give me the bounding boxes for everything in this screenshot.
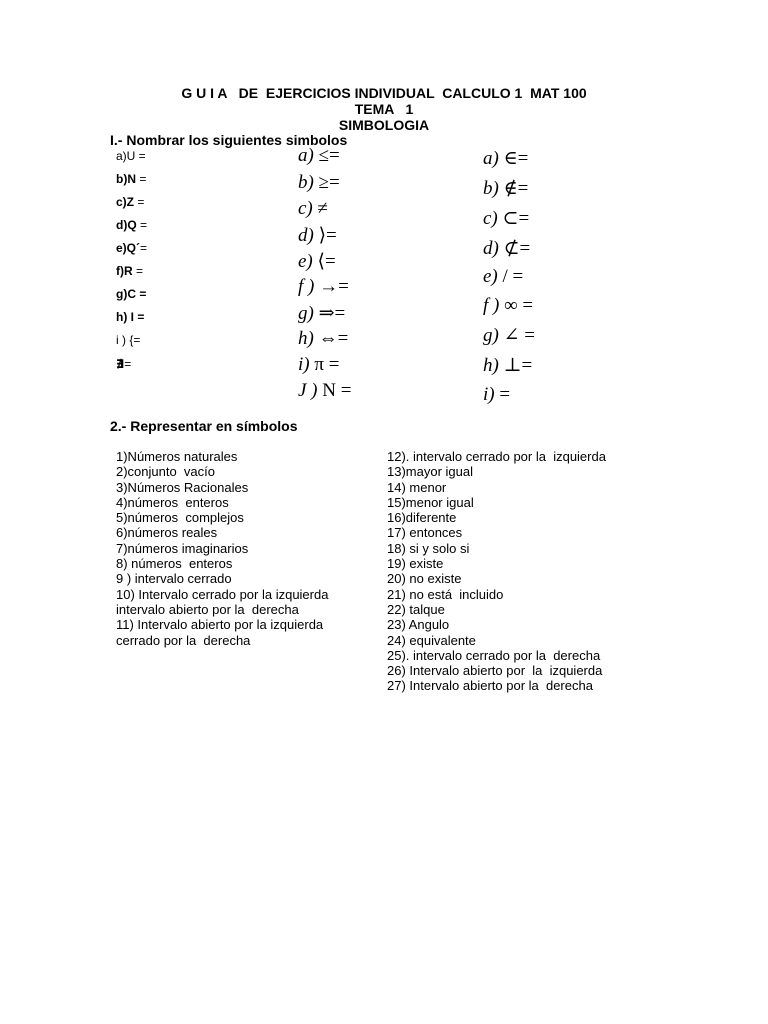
right-symbol-symbol: ∠	[503, 325, 520, 346]
left-symbol-key: c)Z	[116, 195, 134, 209]
representar-list-item: 23) Angulo	[387, 617, 450, 633]
left-symbol-eq: =	[140, 241, 148, 255]
left-symbol-key: ∄	[116, 357, 125, 371]
left-symbol-item	[116, 310, 144, 324]
right-symbol-label: c)	[483, 208, 503, 229]
left-symbol-eq: =	[136, 287, 147, 301]
left-symbol-key: f)R	[116, 264, 133, 278]
middle-symbol-label: i)	[298, 354, 315, 375]
document-subtitle-tema: TEMA 1	[354, 101, 414, 117]
left-symbol-key: b)N	[116, 172, 136, 186]
middle-symbol-eq: =	[337, 328, 349, 349]
middle-symbol-label: b)	[298, 172, 319, 193]
left-symbol-item	[116, 287, 146, 301]
right-symbol-item	[483, 295, 533, 317]
right-symbol-symbol: ∈	[503, 148, 518, 169]
middle-symbol-label: f )	[298, 276, 320, 297]
representar-list-item: 4)números enteros	[116, 494, 229, 510]
right-symbol-item	[483, 147, 528, 170]
left-symbol-key: h) I	[116, 310, 134, 324]
right-symbol-eq: =	[517, 178, 529, 199]
middle-symbol-eq: =	[323, 354, 340, 375]
middle-symbol-item	[298, 198, 328, 220]
representar-list-item: 13)mayor igual	[387, 464, 473, 480]
middle-symbol-symbol: ⇒	[318, 303, 335, 324]
right-symbol-label: h)	[483, 355, 504, 376]
middle-symbol-item	[298, 354, 339, 376]
right-symbol-item	[483, 354, 532, 377]
left-symbol-key: d)Q	[116, 218, 137, 232]
left-symbol-item	[116, 149, 146, 163]
middle-symbol-eq: =	[324, 251, 336, 272]
representar-list-item: 5)números complejos	[116, 510, 244, 526]
right-symbol-label: e)	[483, 266, 503, 287]
representar-list-item: 27) Intervalo abierto por la derecha	[387, 678, 593, 694]
middle-symbol-label: h)	[298, 328, 319, 349]
right-symbol-symbol: ∞	[504, 295, 518, 316]
representar-list-item: 22) talque	[387, 601, 445, 617]
middle-symbol-symbol: ≤	[318, 145, 330, 166]
middle-symbol-eq: =	[329, 145, 340, 166]
right-symbol-item	[483, 237, 530, 260]
representar-list-item: 3)Números Racionales	[116, 479, 249, 495]
left-symbol-eq: =	[135, 149, 146, 163]
representar-list-item: 21) no está incluido	[387, 586, 504, 602]
left-symbol-key: e)Q´	[116, 241, 140, 255]
right-symbol-eq: =	[518, 208, 530, 229]
left-symbol-eq: =	[124, 357, 132, 371]
middle-symbol-label: a)	[298, 145, 319, 166]
left-symbol-eq: =	[134, 195, 145, 209]
representar-list-item: 1)Números naturales	[116, 449, 238, 464]
middle-symbol-symbol: ⟨	[317, 251, 325, 272]
right-symbol-symbol: ⊄	[503, 238, 520, 259]
left-symbol-item	[116, 218, 147, 232]
middle-symbol-item	[298, 380, 351, 402]
right-symbol-item	[483, 177, 528, 200]
right-symbol-eq: =	[517, 148, 529, 169]
left-symbol-key: a)U	[116, 149, 136, 163]
right-symbol-eq: =	[519, 238, 531, 259]
middle-symbol-symbol: ⟩	[318, 225, 326, 246]
right-symbol-label: d)	[483, 238, 504, 259]
right-symbol-symbol: /	[502, 266, 508, 287]
representar-list-item: 17) entonces	[387, 525, 463, 541]
representar-list-item: 2)conjunto vacío	[116, 464, 216, 480]
middle-symbol-symbol: ⇔	[318, 328, 338, 349]
middle-symbol-label: J )	[298, 380, 323, 401]
middle-symbol-item	[298, 328, 348, 350]
right-symbol-label: i)	[483, 384, 500, 405]
representar-list-item: 25). intervalo cerrado por la derecha	[387, 647, 601, 663]
document-title: G U I A DE EJERCICIOS INDIVIDUAL CALCULO 1 MAT 100	[181, 85, 587, 101]
right-symbol-eq: =	[507, 266, 524, 287]
representar-list-item: 24) equivalente	[387, 632, 476, 648]
right-symbol-symbol: ∉	[503, 178, 518, 199]
representar-list-item: 19) existe	[387, 556, 444, 572]
representar-list-item: 10) Intervalo cerrado por la izquierda	[116, 586, 329, 602]
right-symbol-label: b)	[483, 178, 504, 199]
left-symbol-eq: =	[136, 218, 148, 232]
right-symbol-item	[483, 384, 510, 406]
left-symbol-eq: =	[134, 310, 145, 324]
middle-symbol-symbol: π	[314, 354, 324, 375]
middle-symbol-item	[298, 250, 336, 273]
left-symbol-key: g)C	[116, 287, 136, 301]
middle-symbol-eq: =	[336, 380, 352, 401]
middle-symbol-item	[298, 302, 345, 325]
representar-list-item: 16)diferente	[387, 510, 457, 526]
representar-list-item: 8) números enteros	[116, 556, 233, 572]
left-symbol-key: i ) {	[116, 333, 134, 347]
middle-symbol-item	[298, 224, 337, 247]
middle-symbol-symbol: ≥	[318, 172, 330, 193]
middle-symbol-label: g)	[298, 303, 319, 324]
left-symbol-item	[116, 195, 144, 209]
right-symbol-item	[483, 324, 535, 347]
middle-symbol-label: e)	[298, 251, 318, 272]
middle-symbol-eq: =	[338, 276, 349, 297]
representar-list-item: intervalo abierto por la derecha	[116, 601, 299, 617]
left-symbol-item	[116, 264, 143, 278]
representar-list-item: 12). intervalo cerrado por la izquierda	[387, 449, 606, 464]
middle-symbol-symbol: ≠	[317, 198, 328, 219]
section1-title: I.- Nombrar los siguientes simbolos	[110, 132, 348, 148]
middle-symbol-label: c)	[298, 198, 318, 219]
middle-symbol-symbol: →	[319, 276, 339, 297]
right-symbol-eq: =	[499, 384, 511, 405]
right-symbol-label: g)	[483, 325, 504, 346]
left-symbol-eq: =	[133, 333, 141, 347]
left-symbol-item	[116, 172, 146, 186]
representar-list-item: 9 ) intervalo cerrado	[116, 571, 232, 587]
middle-symbol-item	[298, 276, 349, 298]
representar-list-item: 26) Intervalo abierto por la izquierda	[387, 663, 603, 679]
right-symbol-symbol: ⊂	[502, 208, 519, 229]
representar-list-item: cerrado por la derecha	[116, 632, 251, 648]
representar-list-left	[116, 449, 328, 648]
representar-list-item: 11) Intervalo abierto por la izquierda	[116, 617, 324, 633]
left-symbol-item	[116, 241, 147, 255]
middle-symbol-label: d)	[298, 225, 319, 246]
right-symbol-symbol: ⊥	[503, 355, 522, 376]
left-symbol-eq: =	[132, 264, 144, 278]
right-symbol-item	[483, 207, 529, 230]
right-symbol-item	[483, 266, 523, 288]
section2-title: 2.- Representar en símbolos	[110, 418, 298, 434]
middle-symbol-eq: =	[334, 303, 346, 324]
representar-list-item: 20) no existe	[387, 571, 462, 587]
middle-symbol-eq: =	[329, 172, 340, 193]
representar-list-item: 14) menor	[387, 479, 447, 495]
representar-list-item: 6)números reales	[116, 525, 218, 541]
middle-symbol-item	[298, 145, 340, 167]
right-symbol-eq: =	[521, 355, 533, 376]
middle-symbol-eq: =	[326, 225, 337, 246]
right-symbol-eq: =	[519, 325, 535, 346]
representar-list-item: 18) si y solo si	[387, 540, 470, 556]
right-symbol-label: f )	[483, 295, 505, 316]
middle-symbol-symbol: N	[322, 380, 336, 401]
left-symbol-item	[116, 357, 131, 371]
middle-symbol-item	[298, 172, 340, 194]
representar-list-item: 15)menor igual	[387, 494, 474, 510]
right-symbol-label: a)	[483, 148, 504, 169]
right-symbol-eq: =	[517, 295, 534, 316]
representar-list-item: 7)números imaginarios	[116, 540, 249, 556]
representar-list-right	[387, 449, 606, 694]
left-symbol-eq: =	[136, 172, 147, 186]
document-subtitle-simbologia: SIMBOLOGIA	[338, 117, 430, 133]
left-symbol-item	[116, 333, 140, 347]
